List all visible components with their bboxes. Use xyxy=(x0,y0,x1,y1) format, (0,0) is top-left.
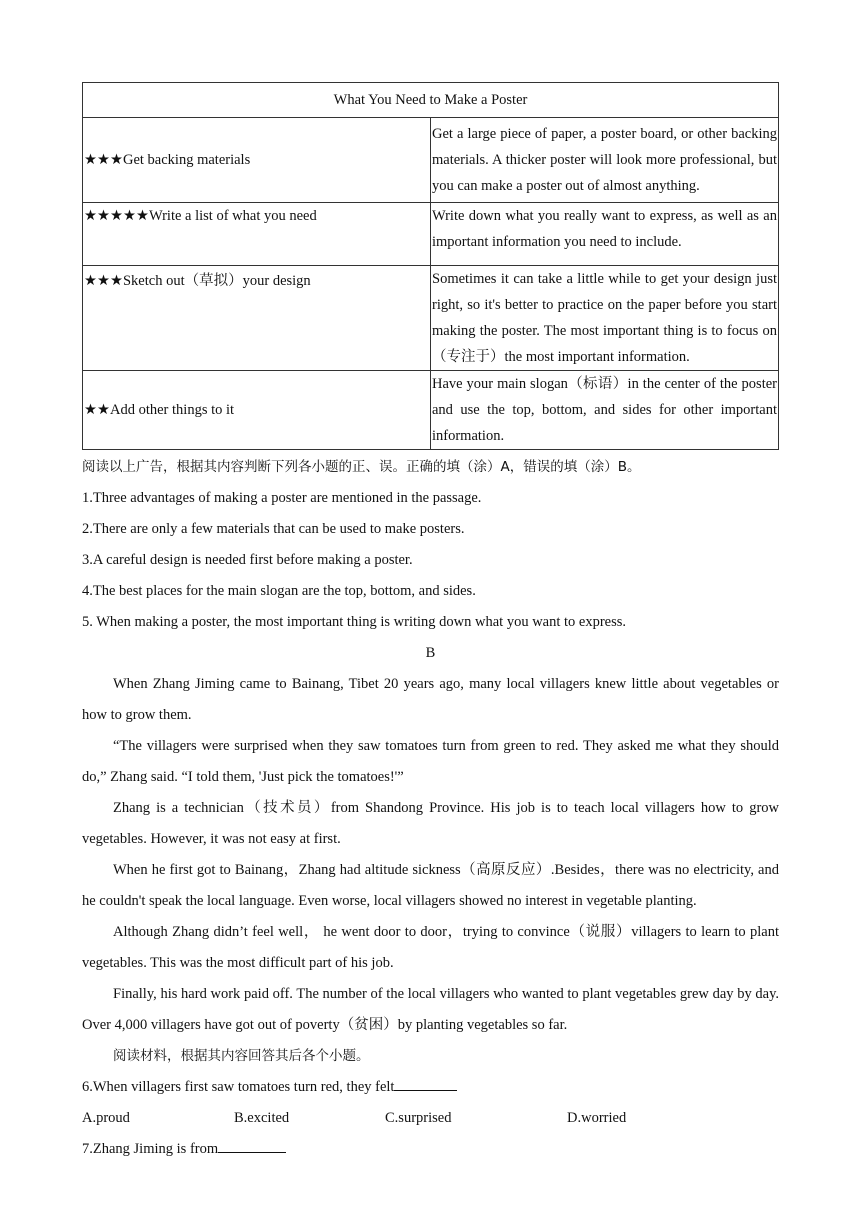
question-6-stem: 6.When villagers first saw tomatoes turn red, they felt xyxy=(82,1079,395,1095)
section-b-heading: B xyxy=(425,645,436,661)
tf-question: 3.A careful design is needed first before making a poster. xyxy=(82,552,413,568)
detail-cell: Sometimes it can take a little while to get your design just right, so it's better to practice on the paper before you start making the poster. The most important thing is to focus on（专注于）the most important information. xyxy=(431,266,779,371)
question-6 xyxy=(82,1072,779,1103)
answer-blank[interactable] xyxy=(218,1138,286,1153)
poster-table xyxy=(82,82,779,450)
answer-blank[interactable] xyxy=(394,1076,457,1091)
need-cell: ★★★Get backing materials xyxy=(83,118,431,203)
tf-question: 5. When making a poster, the most important thing is writing down what you want to express. xyxy=(82,614,627,630)
worksheet-page xyxy=(82,82,779,1165)
passage-paragraph: Zhang is a technician（技术员）from Shandong Province. His job is to teach local villagers how to grow vegetables. However, it was not easy at first. xyxy=(82,800,779,847)
instruction-a: 阅读以上广告，根据其内容判断下列各小题的正、误。正确的填（涂）A，错误的填（涂）B。 xyxy=(82,459,641,475)
question-7 xyxy=(82,1134,779,1165)
detail-cell: Have your main slogan（标语）in the center of the poster and use the top, bottom, and sides for other important information. xyxy=(431,371,779,450)
need-cell: ★★★Sketch out（草拟）your design xyxy=(83,266,431,371)
tf-question: 2.There are only a few materials that can be used to make posters. xyxy=(82,521,465,537)
instruction-b: 阅读材料，根据其内容回答其后各个小题。 xyxy=(113,1048,370,1064)
question-6-options xyxy=(82,1103,779,1134)
tf-question: 1.Three advantages of making a poster are mentioned in the passage. xyxy=(82,490,482,506)
question-7-stem: 7.Zhang Jiming is from xyxy=(82,1141,219,1157)
table-title: What You Need to Make a Poster xyxy=(83,83,779,118)
passage-paragraph: “The villagers were surprised when they saw tomatoes turn from green to red. They asked me what they should do,” Zhang said. “I told them, 'Just pick the tomatoes!'” xyxy=(82,738,779,785)
option-b[interactable]: B.excited xyxy=(234,1110,290,1126)
need-cell: ★★Add other things to it xyxy=(83,371,431,450)
detail-cell: Get a large piece of paper, a poster board, or other backing materials. A thicker poster will look more professional, but you can make a poster out of almost anything. xyxy=(431,118,779,203)
passage-paragraph: When Zhang Jiming came to Bainang, Tibet 20 years ago, many local villagers knew little about vegetables or how to grow them. xyxy=(82,676,779,723)
passage-paragraph: When he first got to Bainang，Zhang had altitude sickness（高原反应）.Besides，there was no electricity, and he couldn't speak the local language. Even worse, local villagers showed no interest in vegetable planting. xyxy=(82,862,779,909)
passage-paragraph: Finally, his hard work paid off. The number of the local villagers who wanted to plant vegetables grew day by day. Over 4,000 villagers have got out of poverty（贫困）by planting vegetables so far. xyxy=(82,986,779,1033)
detail-cell: Write down what you really want to express, as well as an important information you need to include. xyxy=(431,203,779,266)
option-c[interactable]: C.surprised xyxy=(385,1110,452,1126)
table-row xyxy=(83,203,779,266)
option-a[interactable]: A.proud xyxy=(82,1110,130,1126)
tf-question: 4.The best places for the main slogan are the top, bottom, and sides. xyxy=(82,583,476,599)
option-d[interactable]: D.worried xyxy=(567,1110,627,1126)
passage-paragraph: Although Zhang didn’t feel well， he went door to door，trying to convince（说服）villagers to learn to plant vegetables. This was the most difficult part of his job. xyxy=(82,924,779,971)
table-row xyxy=(83,266,779,371)
table-row xyxy=(83,371,779,450)
table-row xyxy=(83,118,779,203)
need-cell: ★★★★★Write a list of what you need xyxy=(83,203,431,266)
